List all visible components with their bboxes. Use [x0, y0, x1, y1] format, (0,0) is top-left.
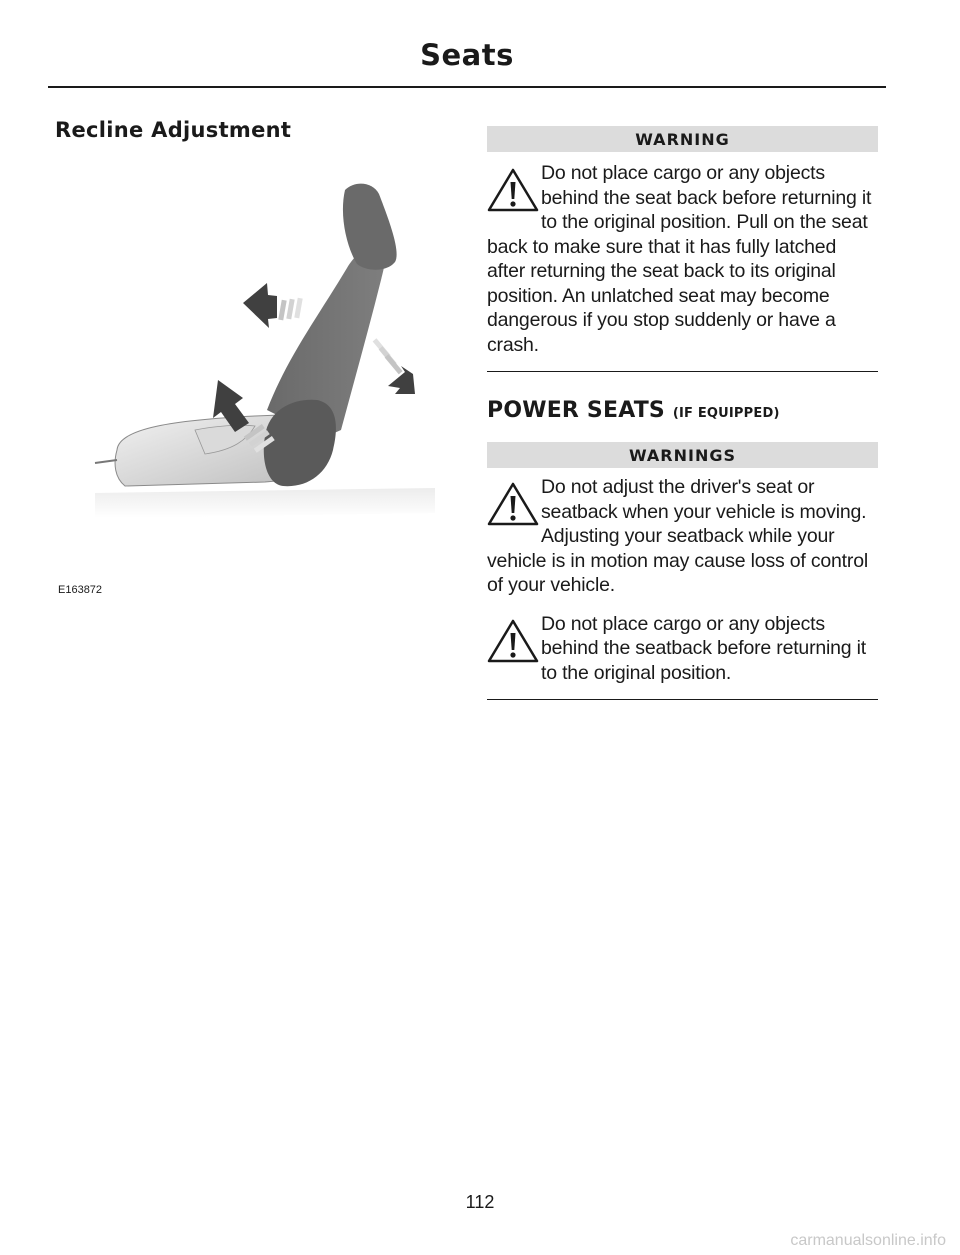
seat-recline-illustration [55, 168, 445, 596]
recline-section [55, 118, 445, 596]
power-seats-qualifier: (IF EQUIPPED) [672, 406, 780, 421]
warning-block-3 [487, 612, 878, 686]
seat-illustration-svg [55, 168, 445, 568]
warning-triangle-icon [487, 481, 539, 527]
power-seats-title: POWER SEATS [487, 398, 665, 423]
warnings-heading: WARNINGS [487, 442, 878, 468]
warning-text-2: Do not adjust the driver's seat or seatback when your vehicle is moving. Adjusting your seatback while your vehicle is in motion may cause loss of control of your vehicle. [487, 476, 868, 596]
figure-id: E163872 [58, 584, 103, 596]
section-title-power-seats [487, 398, 878, 423]
page-title: Seats [420, 38, 514, 72]
page-header [48, 38, 886, 88]
warning-text-1: Do not place cargo or any objects behind the seat back before returning it to the original position. Pull on the seat back to make sure that it has fully latched after returning the seat back to its original position. An unlatched seat may become dangerous if you stop suddenly or have a crash. [487, 162, 872, 356]
seat-lever [95, 460, 117, 463]
warning-text-3: Do not place cargo or any objects behind the seatback before returning it to the original position. [541, 612, 867, 684]
divider-2 [487, 699, 878, 700]
warning-triangle-icon [487, 167, 539, 213]
headrest [343, 184, 397, 270]
warning-block-1 [487, 161, 878, 357]
arrow-recline-forward-icon [373, 338, 415, 394]
warning-heading: WARNING [487, 126, 878, 152]
arrow-recline-back-icon [243, 283, 303, 328]
warning-block-2 [487, 475, 878, 598]
warning-triangle-icon [487, 618, 539, 664]
warnings-column [487, 126, 878, 700]
watermark: carmanualsonline.info [790, 1232, 946, 1249]
section-title-recline: Recline Adjustment [55, 118, 292, 142]
floor-shadow [95, 488, 435, 518]
divider-1 [487, 371, 878, 372]
page-number: 112 [465, 1192, 495, 1212]
